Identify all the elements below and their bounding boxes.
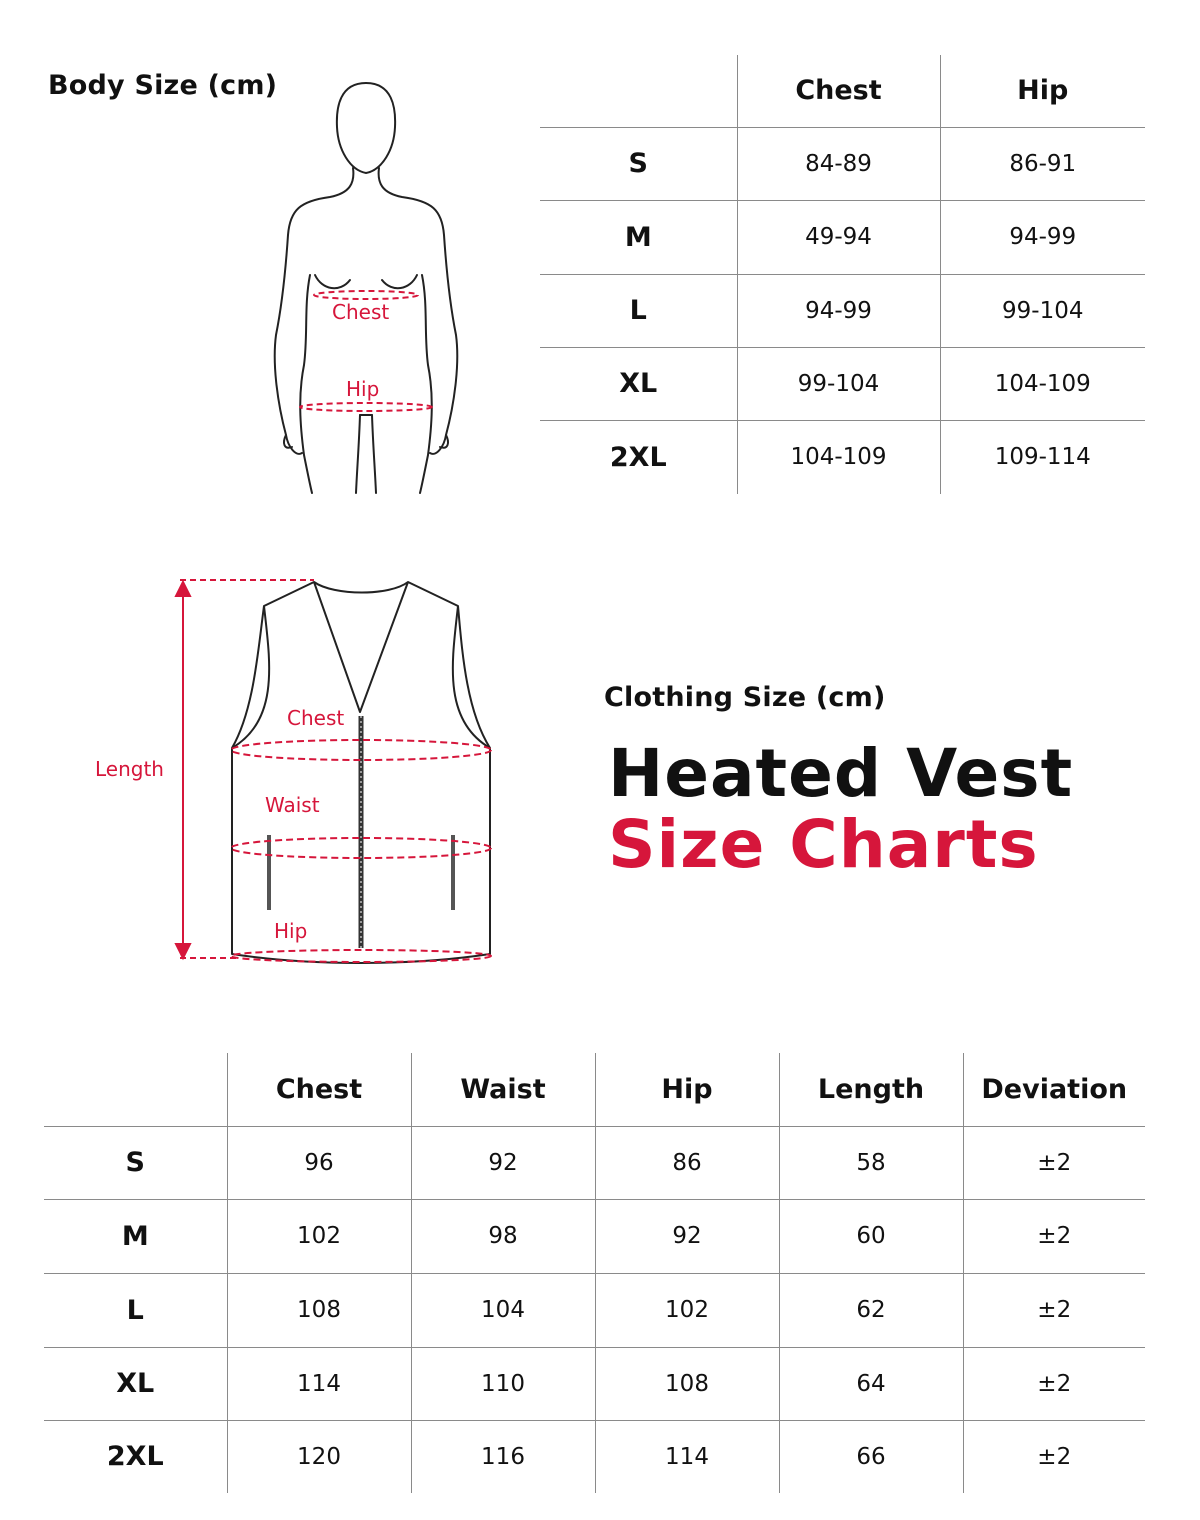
clothing-size-label: Clothing Size (cm): [604, 682, 886, 713]
size-label: L: [540, 274, 737, 347]
size-label: M: [44, 1199, 227, 1273]
vest-figure-illustration: [170, 570, 510, 980]
header-chest: Chest: [737, 55, 940, 127]
length-value: 58: [779, 1126, 963, 1199]
table-row: [44, 1199, 1145, 1273]
body-size-table: [540, 55, 1145, 494]
table-row: [540, 200, 1145, 274]
hip-value: 108: [595, 1347, 779, 1420]
header-empty: [44, 1053, 227, 1126]
header-hip: Hip: [595, 1053, 779, 1126]
waist-value: 110: [411, 1347, 595, 1420]
header-chest: Chest: [227, 1053, 411, 1126]
table-row: [540, 127, 1145, 200]
table-row: [44, 1347, 1145, 1420]
body-figure-illustration: [260, 75, 480, 495]
hip-value: 86-91: [940, 127, 1145, 200]
size-label: XL: [44, 1347, 227, 1420]
deviation-value: ±2: [963, 1347, 1145, 1420]
chest-value: 84-89: [737, 127, 940, 200]
waist-value: 116: [411, 1420, 595, 1493]
chest-value: 102: [227, 1199, 411, 1273]
deviation-value: ±2: [963, 1199, 1145, 1273]
chest-value: 108: [227, 1273, 411, 1347]
size-label: S: [540, 127, 737, 200]
vest-waist-label: Waist: [265, 793, 320, 817]
hip-value: 92: [595, 1199, 779, 1273]
header-length: Length: [779, 1053, 963, 1126]
hip-value: 104-109: [940, 347, 1145, 420]
vest-chest-label: Chest: [287, 706, 345, 730]
page-title-line1: Heated Vest: [608, 735, 1074, 812]
size-label: L: [44, 1273, 227, 1347]
deviation-value: ±2: [963, 1420, 1145, 1493]
length-value: 66: [779, 1420, 963, 1493]
length-value: 60: [779, 1199, 963, 1273]
chest-value: 114: [227, 1347, 411, 1420]
chest-value: 120: [227, 1420, 411, 1493]
vest-length-label: Length: [95, 757, 164, 781]
hip-value: 102: [595, 1273, 779, 1347]
body-hip-label: Hip: [346, 377, 380, 401]
hip-value: 94-99: [940, 200, 1145, 274]
header-deviation: Deviation: [963, 1053, 1145, 1126]
size-label: M: [540, 200, 737, 274]
hip-value: 109-114: [940, 420, 1145, 494]
hip-value: 114: [595, 1420, 779, 1493]
body-size-label: Body Size (cm): [48, 70, 278, 101]
header-waist: Waist: [411, 1053, 595, 1126]
chest-value: 94-99: [737, 274, 940, 347]
table-row: [540, 420, 1145, 494]
table-row: [44, 1420, 1145, 1493]
clothing-size-table: [44, 1053, 1145, 1493]
chest-value: 49-94: [737, 200, 940, 274]
page-title-line2: Size Charts: [608, 806, 1039, 883]
deviation-value: ±2: [963, 1273, 1145, 1347]
waist-value: 104: [411, 1273, 595, 1347]
waist-value: 92: [411, 1126, 595, 1199]
table-row: [44, 1126, 1145, 1199]
size-label: S: [44, 1126, 227, 1199]
table-row: [44, 1273, 1145, 1347]
header-empty: [540, 55, 737, 127]
hip-value: 86: [595, 1126, 779, 1199]
hip-value: 99-104: [940, 274, 1145, 347]
table-row: [540, 274, 1145, 347]
vest-hip-label: Hip: [274, 919, 308, 943]
body-chest-label: Chest: [332, 300, 390, 324]
chest-value: 99-104: [737, 347, 940, 420]
length-value: 64: [779, 1347, 963, 1420]
table-row: [540, 347, 1145, 420]
size-label: 2XL: [106, 1441, 164, 1473]
size-label: 2XL: [609, 441, 667, 473]
length-value: 62: [779, 1273, 963, 1347]
size-label: XL: [540, 347, 737, 420]
chest-value: 104-109: [737, 420, 940, 494]
waist-value: 98: [411, 1199, 595, 1273]
deviation-value: ±2: [963, 1126, 1145, 1199]
chest-value: 96: [227, 1126, 411, 1199]
header-hip: Hip: [940, 55, 1145, 127]
